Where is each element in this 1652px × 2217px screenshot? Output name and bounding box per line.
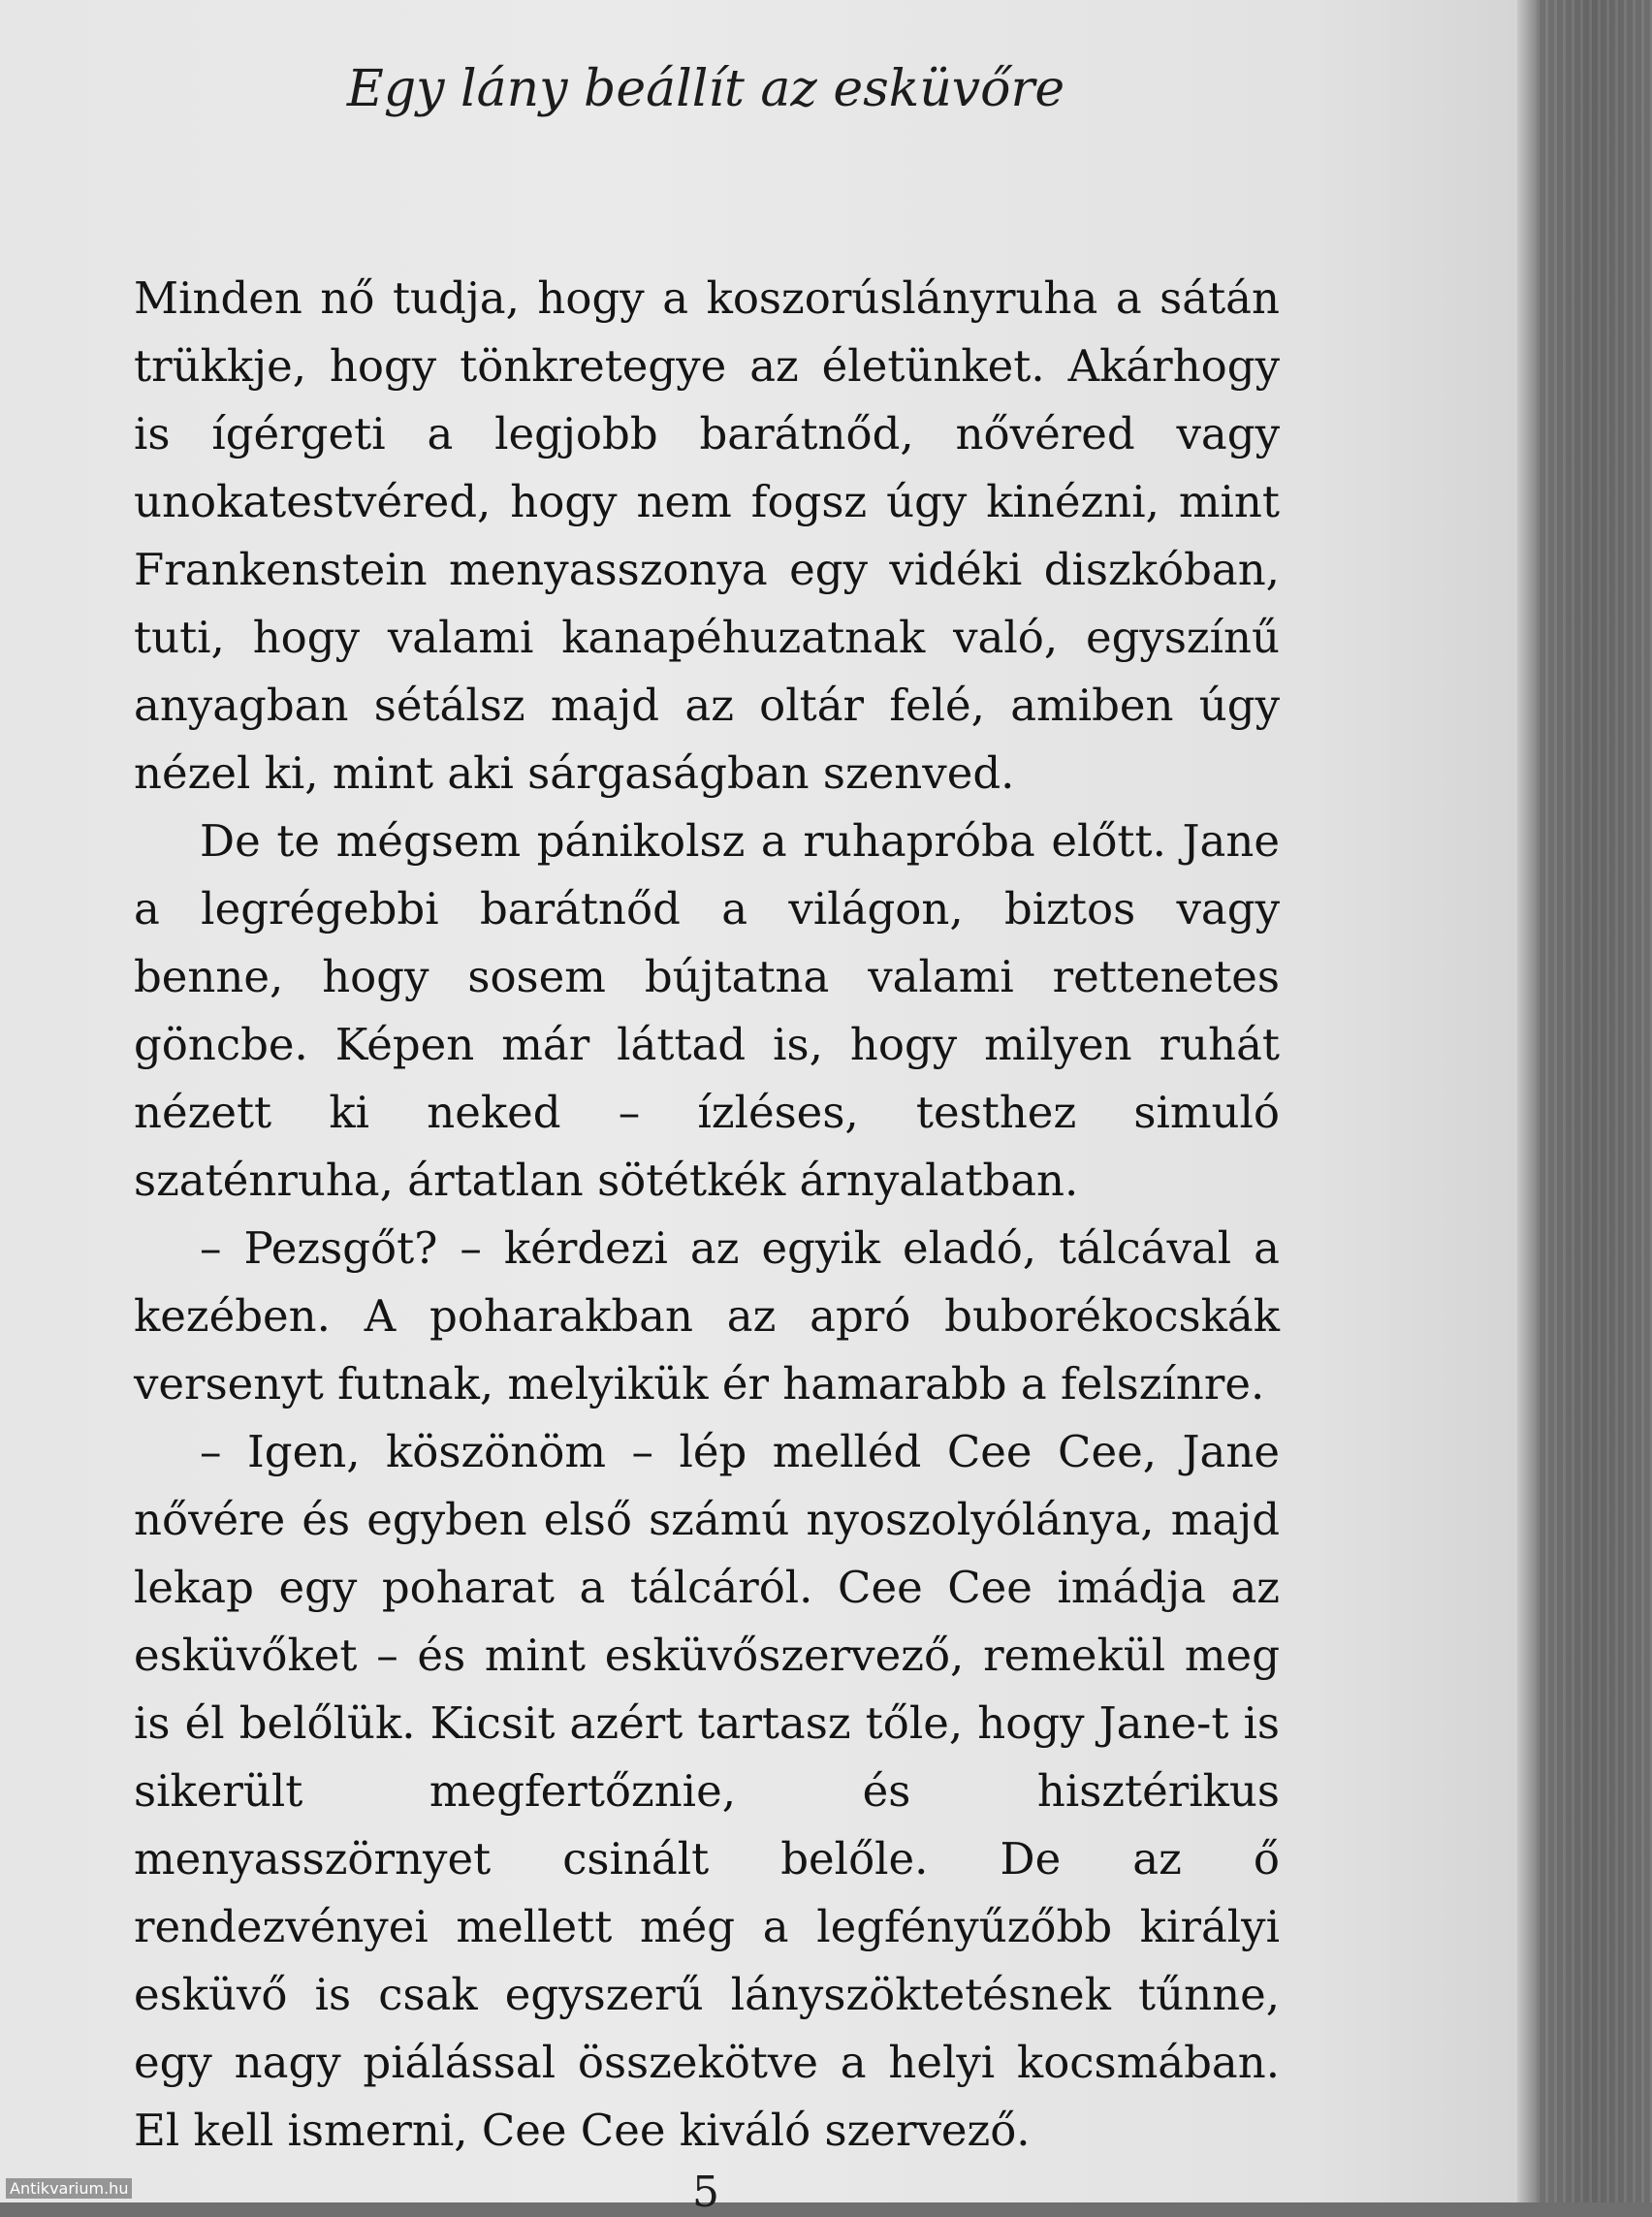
paragraph-3: – Pezsgőt? – kérdezi az egyik eladó, tálcával a kezében. A poharakban az apró buborékocskák versenyt futnak, melyikük ér hamarabb a felszínre. (134, 1222, 1280, 1409)
background-surface (1537, 0, 1652, 2202)
paragraph-2: De te mégsem pánikolsz a ruhapróba előtt. Jane a legrégebbi barátnőd a világon, biztos vagy benne, hogy sosem bújtatna valami rettenetes göncbe. Képen már láttad is, hogy milyen ruhát nézett ki neked – ízléses, testhez simuló szaténruha, ártatlan sötétkék árnyalatban. (134, 815, 1280, 1206)
page-number: 5 (692, 2168, 719, 2217)
page-edge-shadow (1517, 0, 1537, 2202)
paragraph-1: Minden nő tudja, hogy a koszorúslányruha a sátán trükkje, hogy tönkretegye az életünket. Akárhogy is ígérgeti a legjobb barátnőd, nővéred vagy unokatestvéred, hogy nem fogsz úgy kinézni, mint Frankenstein menyasszonya egy vidéki diszkóban, tuti, hogy valami kanapéhuzatnak való, egyszínű anyagban sétálsz majd az oltár felé, amiben úgy nézel ki, mint aki sárgaságban szenved. (134, 272, 1280, 799)
chapter-title: Egy lány beállít az esküvőre (346, 60, 1065, 118)
watermark: Antikvarium.hu (6, 2178, 132, 2199)
body-text (134, 265, 1280, 2165)
paragraph-4: – Igen, köszönöm – lép melléd Cee Cee, Jane nővére és egyben első számú nyoszolyólánya, majd lekap egy poharat a tálcáról. Cee Cee imádja az esküvőket – és mint esküvőszervező, remekül meg is él belőlük. Kicsit azért tartasz tőle, hogy Jane-t is sikerült megfertőznie, és hisztérikus menyasszörnyet csinált belőle. De az ő rendezvényei mellett még a legfényűzőbb királyi esküvő is csak egyszerű lányszöktetésnek tűnne, egy nagy piálással összekötve a helyi kocsmában. El kell ismerni, Cee Cee kiváló szervező. (134, 1426, 1280, 2156)
